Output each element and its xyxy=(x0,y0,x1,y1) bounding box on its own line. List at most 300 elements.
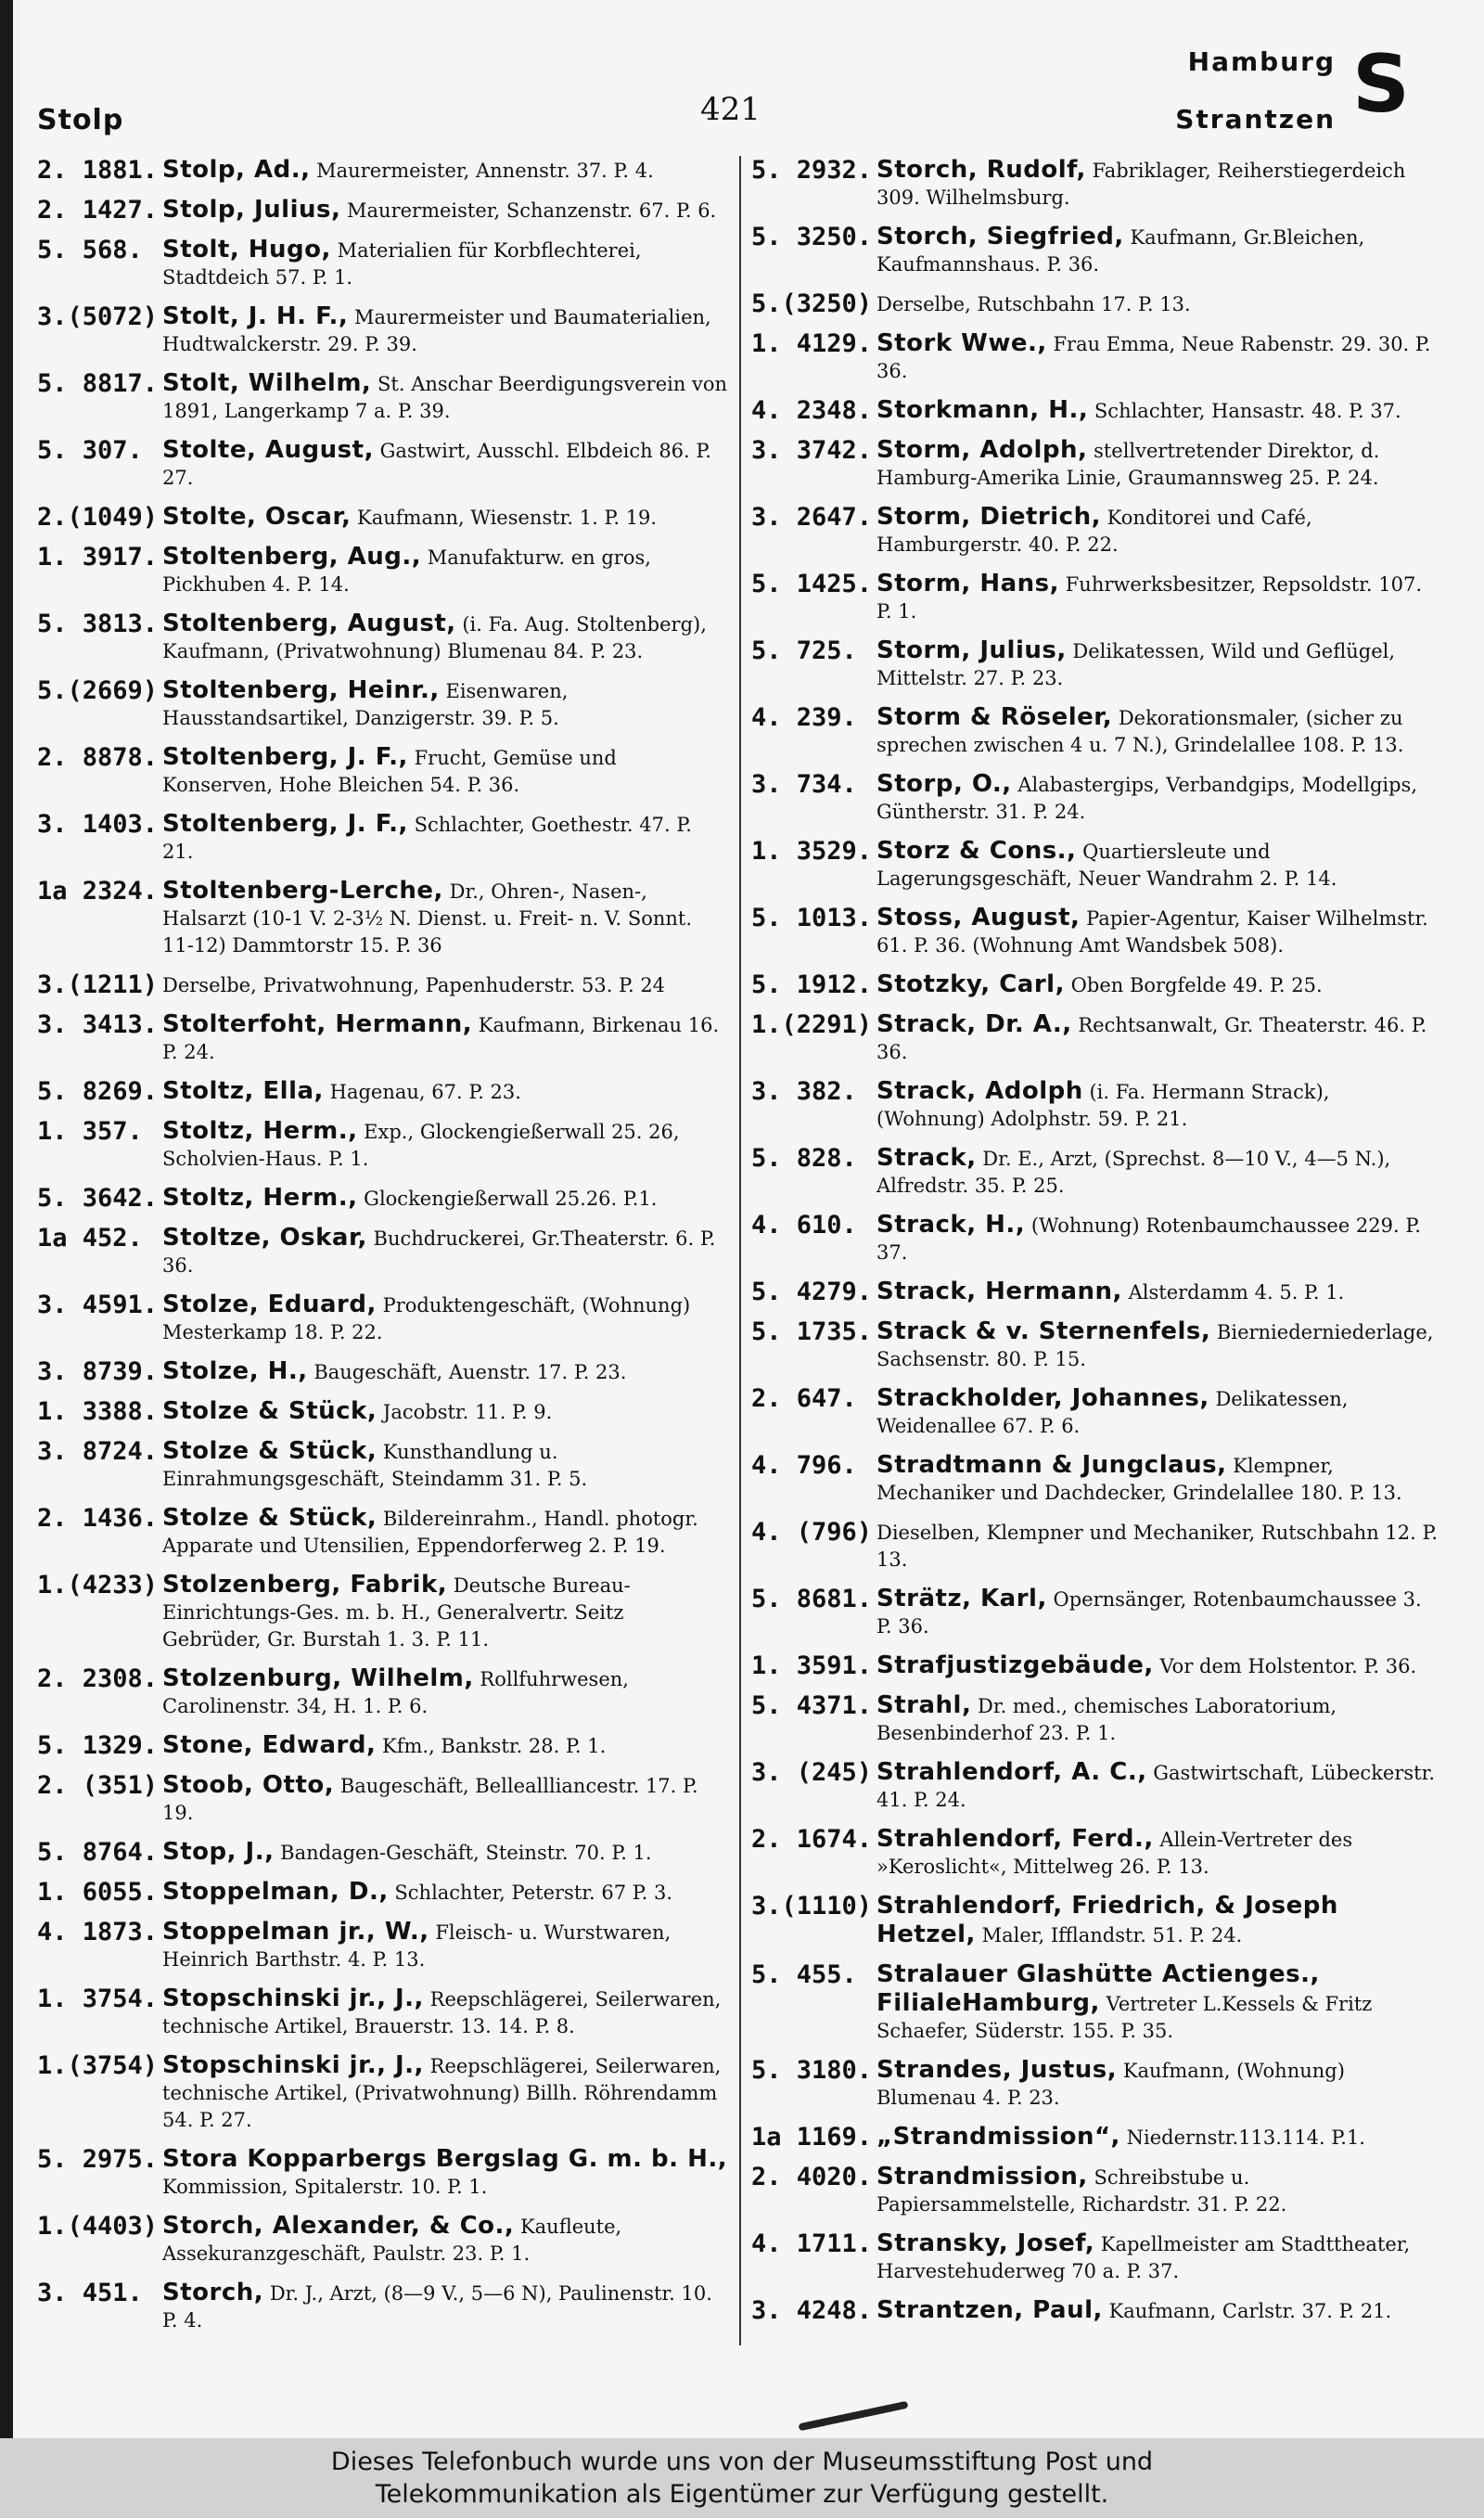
phone-number: 3. 1403. xyxy=(37,810,159,839)
entry-text xyxy=(876,2229,1442,2285)
phone-number: 1a 1169. xyxy=(751,2123,873,2152)
entry-text xyxy=(876,503,1442,559)
directory-entry xyxy=(37,1571,728,1653)
entry-text xyxy=(876,289,1442,318)
entry-text xyxy=(162,2145,728,2201)
directory-entry xyxy=(37,1504,728,1560)
entry-text xyxy=(162,543,728,598)
directory-entry xyxy=(37,1771,728,1827)
subscriber-name: Strandes, Justus, xyxy=(876,2056,1118,2084)
subscriber-details: Eisenwaren, Hausstandsartikel, Danzigerstr. 39. P. 5. xyxy=(162,680,569,729)
entry-text xyxy=(162,1838,728,1867)
directory-entry xyxy=(37,1077,728,1106)
phone-number: 1. 3529. xyxy=(751,837,873,866)
subscriber-details: Bandagen-Geschäft, Steinstr. 70. P. 1. xyxy=(280,1842,652,1864)
entry-text xyxy=(162,2212,728,2267)
phone-number: 4. 2348. xyxy=(751,396,873,425)
phone-number: 1. 3917. xyxy=(37,543,159,572)
phone-number: 3. 4591. xyxy=(37,1291,159,1319)
entry-text xyxy=(876,1077,1442,1133)
directory-entry xyxy=(751,1651,1442,1680)
phone-number: 4. 1873. xyxy=(37,1918,159,1946)
entry-text xyxy=(162,2051,728,2134)
phone-number: 3. 8739. xyxy=(37,1357,159,1386)
subscriber-name: Stoltenberg, August, xyxy=(162,610,456,637)
directory-entry xyxy=(37,503,728,532)
entry-text xyxy=(162,2279,728,2334)
phone-number: 2. 647. xyxy=(751,1384,857,1413)
phone-number: 5. 4279. xyxy=(751,1278,873,1306)
phone-number: 1. 3591. xyxy=(751,1651,873,1680)
directory-entry xyxy=(751,1825,1442,1881)
phone-number: 2. 2308. xyxy=(37,1664,159,1693)
left-column xyxy=(37,156,728,2345)
subscriber-details: Kaufmann, Birkenau 16. P. 24. xyxy=(162,1014,720,1063)
subscriber-name: Stolze & Stück, xyxy=(162,1437,377,1465)
subscriber-details: Fuhrwerksbesitzer, Repsoldstr. 107. P. 1. xyxy=(876,573,1423,623)
subscriber-name: Stoltenberg, J. F., xyxy=(162,743,408,771)
header-city: Hamburg xyxy=(1187,46,1336,77)
directory-entry xyxy=(37,1357,728,1386)
subscriber-name: Stolp, Ad., xyxy=(162,156,311,184)
subscriber-details: Schreibstube u. Papiersammelstelle, Richardstr. 31. P. 22. xyxy=(876,2166,1287,2216)
directory-entry xyxy=(37,543,728,598)
phone-number: 5. 2975. xyxy=(37,2145,159,2174)
entry-text xyxy=(876,636,1442,692)
directory-entry xyxy=(37,302,728,358)
subscriber-details: Vertreter L.Kessels & Fritz Schaefer, Süderstr. 155. P. 35. xyxy=(876,1993,1373,2042)
directory-entry xyxy=(751,436,1442,492)
phone-number: 3. 8724. xyxy=(37,1437,159,1466)
subscriber-name: Strahlendorf, A. C., xyxy=(876,1758,1147,1786)
subscriber-details: Rechtsanwalt, Gr. Theaterstr. 46. P. 36. xyxy=(876,1014,1427,1063)
entry-text xyxy=(162,1571,728,1653)
directory-entry xyxy=(37,1918,728,1973)
subscriber-name: Strahlendorf, Ferd., xyxy=(876,1825,1154,1853)
subscriber-details: Baugeschäft, Belleallliancestr. 17. P. 19. xyxy=(162,1775,698,1824)
entry-text xyxy=(876,570,1442,625)
directory-entry xyxy=(751,770,1442,826)
phone-number: 5. 725. xyxy=(751,636,857,665)
directory-entry xyxy=(37,1838,728,1867)
subscriber-details: Dr. E., Arzt, (Sprechst. 8—10 V., 4—5 N.), Alfredstr. 35. P. 25. xyxy=(876,1148,1391,1197)
entry-text xyxy=(876,329,1442,385)
subscriber-name: Stolze & Stück, xyxy=(162,1504,377,1532)
subscriber-name: Strack, Adolph xyxy=(876,1077,1083,1105)
subscriber-name: Storp, O., xyxy=(876,770,1012,798)
subscriber-name: Strack, Hermann, xyxy=(876,1278,1122,1305)
phone-number: 5.(2669) xyxy=(37,676,159,705)
subscriber-details: (Wohnung) Rotenbaumchaussee 229. P. 37. xyxy=(876,1214,1421,1264)
subscriber-name: Strandmission, xyxy=(876,2163,1088,2190)
phone-number: 2. 4020. xyxy=(751,2163,873,2191)
directory-entry xyxy=(37,1731,728,1760)
phone-number: 2.(1049) xyxy=(37,503,159,532)
subscriber-name: Stora Kopparbergs Bergslag G. m. b. H., xyxy=(162,2145,728,2173)
subscriber-details: Glockengießerwall 25.26. P.1. xyxy=(364,1188,658,1210)
subscriber-details: Oben Borgfelde 49. P. 25. xyxy=(1070,974,1323,996)
directory-entry xyxy=(751,1518,1442,1574)
phone-number: 1.(4233) xyxy=(37,1571,159,1599)
subscriber-details: Maurermeister, Annenstr. 37. P. 4. xyxy=(316,160,654,182)
phone-number: 5. 1735. xyxy=(751,1317,873,1346)
phone-number: 5. 1425. xyxy=(751,570,873,598)
header-right-keyword: Strantzen xyxy=(1175,104,1336,135)
phone-number: 2. 1427. xyxy=(37,196,159,225)
subscriber-name: Storm & Röseler, xyxy=(876,703,1113,731)
phone-number: 5.(3250) xyxy=(751,289,873,318)
subscriber-name: Stoltze, Oskar, xyxy=(162,1224,367,1252)
entry-text xyxy=(876,2163,1442,2218)
directory-entry xyxy=(37,1397,728,1426)
entry-text xyxy=(876,1585,1442,1640)
subscriber-details: Papier-Agentur, Kaiser Wilhelmstr. 61. P. 36. (Wohnung Amt Wandsbek 508). xyxy=(876,907,1428,957)
subscriber-details: Frau Emma, Neue Rabenstr. 29. 30. P. 36. xyxy=(876,333,1431,382)
phone-number: 5. 8817. xyxy=(37,369,159,398)
entry-text xyxy=(162,610,728,665)
phone-number: 3.(1211) xyxy=(37,970,159,999)
entry-text xyxy=(162,1291,728,1346)
directory-entry xyxy=(751,1211,1442,1266)
directory-entry xyxy=(751,703,1442,759)
subscriber-details: Vor dem Holstentor. P. 36. xyxy=(1159,1655,1417,1677)
phone-number: 1a 2324. xyxy=(37,877,159,906)
phone-number: 3. 3413. xyxy=(37,1010,159,1039)
subscriber-details: Dieselben, Klempner und Mechaniker, Rutschbahn 12. P. 13. xyxy=(876,1522,1439,1571)
subscriber-details: Kaufmann, Wiesenstr. 1. P. 19. xyxy=(357,507,658,529)
subscriber-details: Niedernstr.113.114. P.1. xyxy=(1126,2126,1365,2149)
directory-entry xyxy=(751,1960,1442,2045)
subscriber-name: Stolp, Julius, xyxy=(162,196,341,224)
phone-number: 5. 3642. xyxy=(37,1184,159,1213)
entry-text xyxy=(876,1144,1442,1200)
directory-entry xyxy=(37,1291,728,1346)
directory-entry xyxy=(751,329,1442,385)
subscriber-details: Maler, Ifflandstr. 51. P. 24. xyxy=(981,1924,1243,1946)
entry-text xyxy=(162,1504,728,1560)
right-column xyxy=(751,156,1442,2345)
subscriber-details: Dr., Ohren-, Nasen-, Halsarzt (10-1 V. 2-3½ N. Dienst. u. Freit- n. V. Sonnt. 11-12) Dammtorstr 15. P. 36 xyxy=(162,880,693,957)
entry-text xyxy=(876,1518,1442,1574)
subscriber-name: Stolterfoht, Hermann, xyxy=(162,1010,473,1038)
subscriber-name: Stolt, J. H. F., xyxy=(162,302,349,330)
subscriber-name: Strätz, Karl, xyxy=(876,1585,1047,1612)
entry-text xyxy=(162,810,728,866)
subscriber-name: Stolte, Oscar, xyxy=(162,503,352,531)
subscriber-details: Dr. med., chemisches Laboratorium, Besenbinderhof 23. P. 1. xyxy=(876,1695,1337,1744)
entry-text xyxy=(162,503,728,532)
directory-entry xyxy=(37,236,728,291)
subscriber-name: Storkmann, H., xyxy=(876,396,1089,424)
phone-number: 1.(4403) xyxy=(37,2212,159,2241)
phone-number: 5. 3180. xyxy=(751,2056,873,2085)
subscriber-name: Stoltenberg, Heinr., xyxy=(162,676,440,704)
directory-entry xyxy=(751,636,1442,692)
subscriber-details: Alabastergips, Verbandgips, Modellgips, Güntherstr. 31. P. 24. xyxy=(876,774,1418,823)
entry-text xyxy=(162,1437,728,1493)
entry-text xyxy=(162,436,728,492)
subscriber-details: Schlachter, Hansastr. 48. P. 37. xyxy=(1094,400,1401,422)
directory-entry xyxy=(751,837,1442,893)
directory-entry xyxy=(751,2123,1442,2152)
phone-number: 5. 1912. xyxy=(751,970,873,999)
subscriber-details: Buchdruckerei, Gr.Theaterstr. 6. P. 36. xyxy=(162,1227,716,1277)
subscriber-details: Delikatessen, Weidenallee 67. P. 6. xyxy=(876,1388,1349,1437)
directory-entry xyxy=(37,369,728,425)
phone-number: 3. 4248. xyxy=(751,2296,873,2325)
subscriber-details: Gastwirt, Ausschl. Elbdeich 86. P. 27. xyxy=(162,440,711,489)
subscriber-name: Storch, xyxy=(162,2279,264,2306)
subscriber-name: Stolt, Wilhelm, xyxy=(162,369,372,397)
subscriber-name: Storm, Julius, xyxy=(876,636,1067,664)
subscriber-details: Maurermeister, Schanzenstr. 67. P. 6. xyxy=(347,199,717,222)
directory-entry xyxy=(751,396,1442,425)
entry-text xyxy=(162,1918,728,1973)
directory-entry xyxy=(37,1985,728,2040)
phone-number: 5. 8681. xyxy=(751,1585,873,1613)
subscriber-details: Konditorei und Café, Hamburgerstr. 40. P. 22. xyxy=(876,507,1312,556)
subscriber-details: Klempner, Mechaniker und Dachdecker, Grindelallee 180. P. 13. xyxy=(876,1455,1402,1504)
subscriber-details: Exp., Glockengießerwall 25. 26, Scholvien-Haus. P. 1. xyxy=(162,1121,680,1170)
subscriber-name: Storm, Dietrich, xyxy=(876,503,1101,531)
phone-number: 3. 382. xyxy=(751,1077,857,1106)
directory-entry xyxy=(37,810,728,866)
subscriber-name: Stransky, Josef, xyxy=(876,2229,1095,2257)
subscriber-name: Strantzen, Paul, xyxy=(876,2296,1103,2324)
phone-number: 1. 3754. xyxy=(37,1985,159,2013)
entry-text xyxy=(876,1758,1442,1814)
directory-entry xyxy=(751,1010,1442,1066)
directory-entry xyxy=(37,436,728,492)
header-left-keyword: Stolp xyxy=(37,104,124,136)
footer-notice xyxy=(0,2438,1484,2518)
subscriber-details: Kfm., Bankstr. 28. P. 1. xyxy=(382,1735,607,1757)
subscriber-name: Stradtmann & Jungclaus, xyxy=(876,1451,1227,1479)
phone-number: 4. 796. xyxy=(751,1451,857,1480)
directory-entry xyxy=(751,1317,1442,1373)
directory-entry xyxy=(37,1664,728,1720)
entry-text xyxy=(162,1731,728,1760)
phone-number: 2. 1674. xyxy=(751,1825,873,1854)
phone-number: 1. 4129. xyxy=(751,329,873,358)
directory-entry xyxy=(751,2229,1442,2285)
phone-number: 5. 828. xyxy=(751,1144,857,1173)
page-header xyxy=(37,37,1447,139)
entry-text xyxy=(876,1451,1442,1507)
subscriber-details: (i. Fa. Hermann Strack), (Wohnung) Adolphstr. 59. P. 21. xyxy=(876,1081,1330,1130)
subscriber-details: Maurermeister und Baumaterialien, Hudtwalckerstr. 29. P. 39. xyxy=(162,306,711,355)
subscriber-details: Alsterdamm 4. 5. P. 1. xyxy=(1128,1281,1345,1304)
directory-entry xyxy=(37,877,728,959)
subscriber-name: Stotzky, Carl, xyxy=(876,970,1065,998)
phone-number: 5. 3250. xyxy=(751,223,873,251)
subscriber-name: Stolze, Eduard, xyxy=(162,1291,377,1318)
directory-entry xyxy=(751,289,1442,318)
phone-number: 5. 1329. xyxy=(37,1731,159,1760)
subscriber-name: Storz & Cons., xyxy=(876,837,1077,865)
subscriber-details: Derselbe, Rutschbahn 17. P. 13. xyxy=(876,293,1191,315)
entry-text xyxy=(876,2056,1442,2112)
phone-number: 3. 2647. xyxy=(751,503,873,532)
phone-number: 5. 8269. xyxy=(37,1077,159,1106)
subscriber-details: Allein-Vertreter des »Keroslicht«, Mittelweg 26. P. 13. xyxy=(876,1829,1353,1878)
footer-line-1: Dieses Telefonbuch wurde uns von der Museumsstiftung Post und xyxy=(330,2447,1154,2476)
subscriber-name: Stolze, H., xyxy=(162,1357,308,1385)
page-number: 421 xyxy=(700,91,761,128)
entry-text xyxy=(162,676,728,732)
entry-text xyxy=(876,2123,1442,2152)
entry-text xyxy=(162,196,728,225)
directory-entry xyxy=(751,2296,1442,2325)
phone-number: 5. 8764. xyxy=(37,1838,159,1867)
subscriber-details: Kaufmann, Carlstr. 37. P. 21. xyxy=(1108,2300,1392,2322)
subscriber-details: Schlachter, Goethestr. 47. P. 21. xyxy=(162,814,692,863)
subscriber-details: Gastwirtschaft, Lübeckerstr. 41. P. 24. xyxy=(876,1762,1436,1811)
section-letter: S xyxy=(1352,38,1410,131)
subscriber-name: Stoltz, Ella, xyxy=(162,1077,324,1105)
subscriber-details: Kaufleute, Assekuranzgeschäft, Paulstr. 23. P. 1. xyxy=(162,2216,622,2265)
subscriber-name: Stoltenberg, Aug., xyxy=(162,543,422,571)
directory-entry xyxy=(751,2163,1442,2218)
directory-entry xyxy=(751,223,1442,278)
subscriber-details: Reepschlägerei, Seilerwaren, technische Artikel, Brauerstr. 13. 14. P. 8. xyxy=(162,1988,722,2037)
subscriber-details: Kaufmann, Gr.Bleichen, Kaufmannshaus. P. 36. xyxy=(876,226,1365,276)
subscriber-name: Strack & v. Sternenfels, xyxy=(876,1317,1211,1345)
subscriber-details: Materialien für Korbflechterei, Stadtdeich 57. P. 1. xyxy=(162,239,642,289)
entry-text xyxy=(876,156,1442,212)
directory-entry xyxy=(751,1077,1442,1133)
subscriber-details: Schlachter, Peterstr. 67 P. 3. xyxy=(394,1882,673,1904)
directory-entry xyxy=(37,676,728,732)
entry-text xyxy=(162,1357,728,1386)
subscriber-name: Stork Wwe., xyxy=(876,329,1047,357)
entry-text xyxy=(876,1010,1442,1066)
phone-number: 3. 451. xyxy=(37,2279,143,2307)
directory-entry xyxy=(37,1010,728,1066)
phone-number: 5. 307. xyxy=(37,436,143,465)
entry-text xyxy=(162,1010,728,1066)
entry-text xyxy=(876,904,1442,959)
entry-text xyxy=(162,236,728,291)
entry-text xyxy=(876,703,1442,759)
entry-text xyxy=(162,156,728,185)
subscriber-details: Opernsänger, Rotenbaumchaussee 3. P. 36. xyxy=(876,1588,1422,1638)
subscriber-name: Stolzenburg, Wilhelm, xyxy=(162,1664,474,1692)
subscriber-details: Bildereinrahm., Handl. photogr. Apparate und Utensilien, Eppendorferweg 2. P. 19. xyxy=(162,1508,698,1557)
subscriber-name: Storch, Alexander, & Co., xyxy=(162,2212,515,2240)
phone-number: 5. 568. xyxy=(37,236,143,264)
subscriber-name: Strack, xyxy=(876,1144,977,1172)
entry-text xyxy=(162,1184,728,1213)
entry-text xyxy=(162,1664,728,1720)
subscriber-name: Stoltenberg, J. F., xyxy=(162,810,408,838)
phone-number: 3.(5072) xyxy=(37,302,159,331)
entry-text xyxy=(162,1397,728,1426)
entry-text xyxy=(162,877,728,959)
directory-entry xyxy=(751,2056,1442,2112)
entry-text xyxy=(876,1317,1442,1373)
directory-entry xyxy=(37,2145,728,2201)
subscriber-name: Stolt, Hugo, xyxy=(162,236,331,263)
directory-entry xyxy=(751,1691,1442,1747)
entry-text xyxy=(876,1651,1442,1680)
entry-text xyxy=(876,837,1442,893)
entry-text xyxy=(876,1384,1442,1440)
subscriber-details: Bierniederniederlage, Sachsenstr. 80. P. 15. xyxy=(876,1321,1434,1370)
subscriber-details: Dr. J., Arzt, (8—9 V., 5—6 N), Paulinenstr. 10. P. 4. xyxy=(162,2282,712,2332)
subscriber-details: Derselbe, Privatwohnung, Papenhuderstr. 53. P. 24 xyxy=(162,974,666,996)
subscriber-name: Strack, Dr. A., xyxy=(876,1010,1072,1038)
entry-text xyxy=(162,1878,728,1907)
entry-text xyxy=(876,436,1442,492)
directory-entry xyxy=(751,503,1442,559)
entry-text xyxy=(876,1960,1442,2045)
subscriber-details: Fleisch- u. Wurstwaren, Heinrich Barthstr. 4. P. 13. xyxy=(162,1921,672,1971)
entry-text xyxy=(162,1224,728,1279)
entry-text xyxy=(876,970,1442,999)
directory-entry xyxy=(37,156,728,185)
phone-number: 5. 4371. xyxy=(751,1691,873,1720)
subscriber-name: „Strandmission“, xyxy=(876,2123,1120,2151)
phone-number: 1.(2291) xyxy=(751,1010,873,1039)
subscriber-details: Kapellmeister am Stadttheater, Harvestehuderweg 70 a. P. 37. xyxy=(876,2233,1411,2282)
column-divider xyxy=(739,156,741,2345)
subscriber-name: Strackholder, Johannes, xyxy=(876,1384,1209,1412)
subscriber-name: Strafjustizgebäude, xyxy=(876,1651,1154,1679)
entry-text xyxy=(876,770,1442,826)
directory-entry xyxy=(37,1224,728,1279)
entry-text xyxy=(876,2296,1442,2325)
ink-mark xyxy=(798,2401,908,2432)
subscriber-details: Reepschlägerei, Seilerwaren, technische Artikel, (Privatwohnung) Billh. Röhrendamm 54. P. 27. xyxy=(162,2055,722,2131)
subscriber-details: Frucht, Gemüse und Konserven, Hohe Bleichen 54. P. 36. xyxy=(162,747,617,796)
footer-line-2: Telekommunikation als Eigentümer zur Verfügung gestellt. xyxy=(375,2480,1109,2509)
phone-number: 1.(3754) xyxy=(37,2051,159,2080)
entry-text xyxy=(876,1892,1442,1949)
phone-number: 4. 610. xyxy=(751,1211,857,1240)
phone-number: 5. 1013. xyxy=(751,904,873,932)
subscriber-name: Strahlendorf, Friedrich, & Joseph Hetzel, xyxy=(876,1892,1338,1948)
entry-text xyxy=(876,223,1442,278)
directory-entry xyxy=(751,970,1442,999)
subscriber-details: Hagenau, 67. P. 23. xyxy=(329,1081,521,1103)
phone-number: 2. (351) xyxy=(37,1771,159,1800)
phone-number: 2. 1436. xyxy=(37,1504,159,1533)
phone-number: 3. 3742. xyxy=(751,436,873,465)
phone-number: 4. 239. xyxy=(751,703,857,732)
entry-text xyxy=(162,1985,728,2040)
phone-number: 1. 6055. xyxy=(37,1878,159,1907)
subscriber-name: Stopschinski jr., J., xyxy=(162,2051,424,2079)
directory-entry xyxy=(37,196,728,225)
subscriber-name: Stolze & Stück, xyxy=(162,1397,377,1425)
subscriber-name: Stolte, August, xyxy=(162,436,374,464)
subscriber-details: Rollfuhrwesen, Carolinenstr. 34, H. 1. P. 6. xyxy=(162,1668,629,1717)
directory-entry xyxy=(751,1278,1442,1306)
directory-entry xyxy=(751,1758,1442,1814)
phone-number: 3. 734. xyxy=(751,770,857,799)
subscriber-details: Quartiersleute und Lagerungsgeschäft, Neuer Wandrahm 2. P. 14. xyxy=(876,841,1337,890)
subscriber-name: Stoppelman jr., W., xyxy=(162,1918,429,1946)
phone-number: 4. 1711. xyxy=(751,2229,873,2258)
directory-entry xyxy=(37,1878,728,1907)
entry-text xyxy=(162,1077,728,1106)
directory-entry xyxy=(37,2051,728,2134)
subscriber-name: Strahl, xyxy=(876,1691,972,1719)
phone-number: 3. (245) xyxy=(751,1758,873,1787)
entry-text xyxy=(876,1691,1442,1747)
directory-entry xyxy=(37,1117,728,1173)
